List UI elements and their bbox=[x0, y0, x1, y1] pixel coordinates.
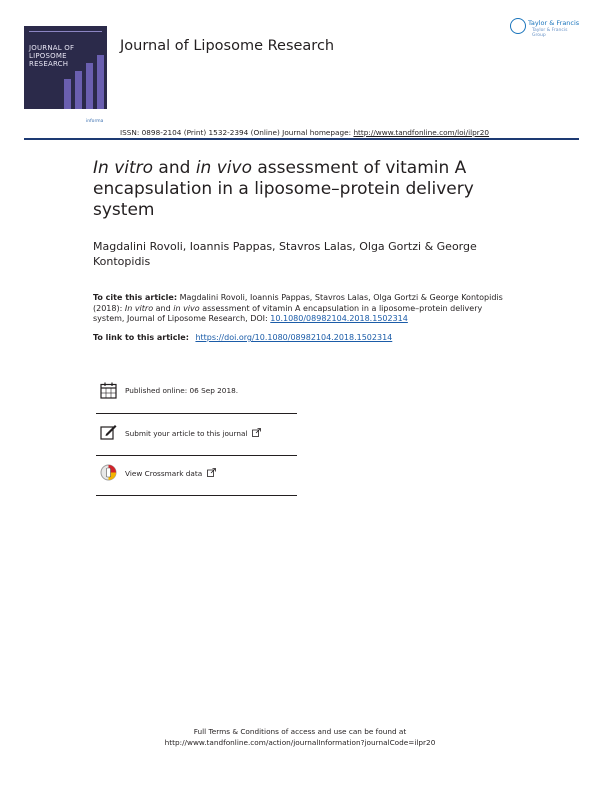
tf-circle-icon bbox=[510, 18, 526, 34]
informa-logo: informa bbox=[86, 119, 104, 124]
citation-text-3: assessment of vitamin A encapsulation in a liposome–protein delivery system, Journal of Liposome Research, DOI: bbox=[93, 303, 483, 323]
submit-article-label: Submit your article to this journal bbox=[125, 429, 248, 438]
crossmark-link[interactable] bbox=[125, 468, 216, 478]
cover-title: JOURNAL OF LIPOSOME RESEARCH bbox=[29, 44, 75, 68]
footer bbox=[0, 726, 600, 748]
cover-stripe bbox=[86, 63, 93, 109]
cover-stripe bbox=[97, 55, 104, 109]
published-date: Published online: 06 Sep 2018. bbox=[125, 386, 239, 395]
cover-rule bbox=[29, 31, 102, 32]
citation-italic-2: in vivo bbox=[173, 303, 200, 313]
submit-article-link[interactable] bbox=[125, 428, 261, 438]
external-link-icon bbox=[207, 468, 216, 477]
title-italic-1: In vitro bbox=[93, 158, 154, 178]
article-title bbox=[93, 158, 513, 221]
header-rule bbox=[24, 138, 579, 140]
issn-text: ISSN: 0898-2104 (Print) 1532-2394 (Online) Journal homepage: bbox=[120, 128, 354, 137]
cover-stripe bbox=[75, 71, 82, 109]
crossmark-label: View Crossmark data bbox=[125, 469, 203, 478]
issn-line bbox=[120, 128, 489, 137]
citation-text-1: Magdalini Rovoli, Ioannis Pappas, Stavros Lalas, Olga Gortzi & George Kontopidis (2018): bbox=[93, 293, 503, 313]
article-link-label: To link to this article: bbox=[93, 333, 189, 342]
citation-label: To cite this article: bbox=[93, 293, 178, 302]
published-row bbox=[96, 378, 297, 414]
row-divider bbox=[96, 455, 297, 456]
citation-block bbox=[93, 293, 513, 325]
title-italic-2: in vivo bbox=[195, 158, 252, 178]
row-divider bbox=[96, 495, 297, 496]
article-doi-link[interactable]: https://doi.org/10.1080/08982104.2018.1502314 bbox=[195, 333, 393, 342]
citation-italic-1: In vitro bbox=[124, 303, 154, 313]
journal-cover-image[interactable] bbox=[24, 26, 107, 109]
crossmark-row[interactable] bbox=[96, 460, 297, 496]
footer-terms-link[interactable]: http://www.tandfonline.com/action/journalInformation?journalCode=ilpr20 bbox=[164, 738, 436, 747]
citation-text-2: and bbox=[153, 303, 174, 313]
external-link-icon bbox=[252, 428, 261, 437]
crossmark-icon bbox=[100, 464, 117, 481]
footer-terms-text: Full Terms & Conditions of access and use can be found at bbox=[193, 727, 407, 736]
journal-name[interactable]: Journal of Liposome Research bbox=[120, 38, 335, 54]
journal-homepage-link[interactable]: http://www.tandfonline.com/loi/ilpr20 bbox=[353, 128, 490, 137]
tf-logo-text: Taylor & Francis bbox=[528, 19, 580, 27]
row-divider bbox=[96, 413, 297, 414]
taylor-francis-logo[interactable] bbox=[510, 16, 582, 38]
article-authors: Magdalini Rovoli, Ioannis Pappas, Stavros Lalas, Olga Gortzi & George Kontopidis bbox=[93, 240, 477, 268]
cover-stripe bbox=[64, 79, 71, 109]
submit-article-row[interactable] bbox=[96, 420, 297, 456]
article-link-line bbox=[93, 333, 392, 342]
tf-logo-subtext: Taylor & Francis Group bbox=[532, 28, 568, 38]
edit-icon bbox=[100, 424, 117, 441]
citation-doi-link[interactable]: 10.1080/08982104.2018.1502314 bbox=[270, 314, 408, 323]
title-part-4: assessment of vitamin A encapsulation in a liposome–protein delivery system bbox=[93, 158, 474, 220]
title-part-2: and bbox=[153, 158, 196, 178]
calendar-icon bbox=[100, 382, 117, 399]
